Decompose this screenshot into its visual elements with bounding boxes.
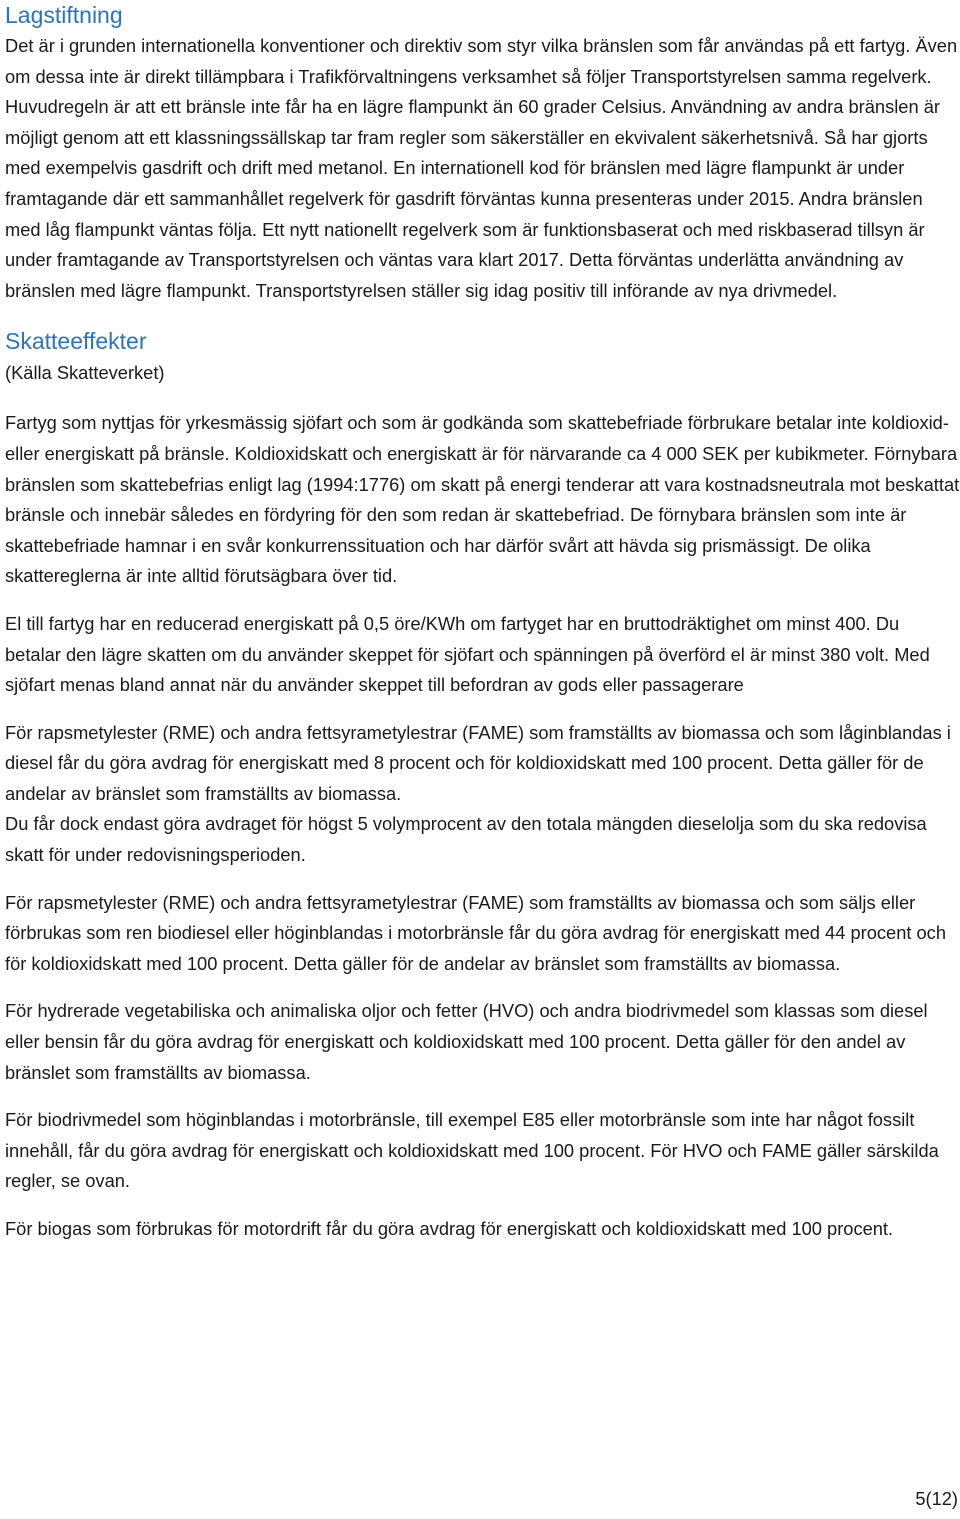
section-skatteeffekter: [5, 326, 960, 1244]
paragraph-skattebefriade-fartyg: Fartyg som nyttjas för yrkesmässig sjöfart och som är godkända som skattebefriade förbrukare betalar inte koldioxid- eller energiskatt på bränsle. Koldioxidskatt och energiskatt är för närvarande ca 4 000 SEK per kubikmeter. Förnybara bränslen som skattebefrias enligt lag (1994:1776) om skatt på energi tenderar att vara kostnadsneutrala mot beskattat bränsle och innebär således en fördyring för den som redan är skattebefriad. De förnybara bränslen som inte är skattebefriade hamnar i en svår konkurrenssituation och har därför svårt att hävda sig prismässigt. De olika skattereglerna är inte alltid förutsägbara över tid.: [5, 412, 960, 587]
document-page: [5, 0, 960, 1245]
paragraph-lagstiftning: Det är i grunden internationella konventioner och direktiv som styr vilka bränslen som får användas på ett fartyg. Även om dessa inte är direkt tillämpbara i Trafikförvaltningens verksamhet så följer Transportstyrelsen samma regelverk. Huvudregeln är att ett bränsle inte får ha en lägre flampunkt än 60 grader Celsius. Användning av andra bränslen är möjligt genom att ett klassningssällskap tar fram regler som säkerställer en ekvivalent säkerhetsnivå. Så har gjorts med exempelvis gasdrift och drift med metanol. En internationell kod för bränslen med lägre flampunkt är under framtagande där ett sammanhållet regelverk för gasdrift förväntas kunna presenteras under 2015. Andra bränslen med låg flampunkt väntas följa. Ett nytt nationellt regelverk som är funktionsbaserat och med riskbaserad tillsyn är under framtagande av Transportstyrelsen och väntas vara klart 2017. Detta förväntas underlätta användning av bränslen med lägre flampunkt. Transportstyrelsen ställer sig idag positiv till införande av nya drivmedel.: [5, 35, 958, 301]
page-number: 5(12): [915, 1488, 958, 1509]
section-heading-lagstiftning: Lagstiftning: [5, 2, 123, 28]
paragraph-el-till-fartyg: El till fartyg har en reducerad energiskatt på 0,5 öre/KWh om fartyget har en bruttodräktighet om minst 400. Du betalar den lägre skatten om du använder skeppet för sjöfart och spänningen på överförd el är minst 380 volt. Med sjöfart menas bland annat när du använder skeppet till befordran av gods eller passagerare: [5, 612, 930, 696]
paragraph-biodrivmedel-e85: För biodrivmedel som höginblandas i motorbränsle, till exempel E85 eller motorbränsle som inte har något fossilt innehåll, får du göra avdrag för energiskatt och koldioxidskatt med 100 procent. För HVO och FAME gäller särskilda regler, se ovan.: [5, 1109, 939, 1192]
source-note: (Källa Skatteverket): [5, 362, 165, 384]
paragraph-rme-laginblandning: För rapsmetylester (RME) och andra fettsyrametylestrar (FAME) som framställts av biomassa och som låginblandas i diesel får du göra avdrag för energiskatt med 8 procent och för koldioxidskatt med 100 procent. Detta gäller för de andelar av bränslet som framställts av biomassa.: [5, 721, 951, 804]
paragraph-biogas: För biogas som förbrukas för motordrift får du göra avdrag för energiskatt och koldioxidskatt med 100 procent.: [5, 1218, 894, 1239]
paragraph-volymprocent: Du får dock endast göra avdraget för högst 5 volymprocent av den totala mängden dieselolja som du ska redovisa skatt för under redovisningsperioden.: [5, 813, 927, 866]
section-heading-skatteeffekter: Skatteeffekter: [5, 328, 147, 355]
paragraph-hvo: För hydrerade vegetabiliska och animaliska oljor och fetter (HVO) och andra biodrivmedel som klassas som diesel eller bensin får du göra avdrag för energiskatt och koldioxidskatt med 100 procent. Detta gäller för den andel av bränslet som framställts av biomassa.: [5, 1000, 928, 1083]
paragraph-rme-ren-biodiesel: För rapsmetylester (RME) och andra fettsyrametylestrar (FAME) som framställts av biomassa och som säljs eller förbrukas som ren biodiesel eller höginblandas i motorbränsle får du göra avdrag för energiskatt med 44 procent och för koldioxidskatt med 100 procent. Detta gäller för de andelar av bränslet som framställts av biomassa.: [5, 891, 946, 974]
